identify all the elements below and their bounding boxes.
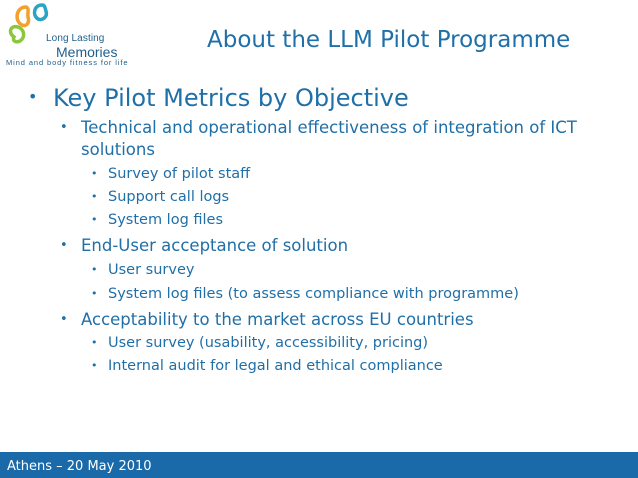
objective-label: Technical and operational effectiveness of integration of ICT solutions	[81, 118, 577, 159]
footer-bar	[0, 452, 638, 478]
bullet-icon: •	[91, 167, 98, 180]
bullet-icon: •	[91, 213, 98, 226]
objective-label: Acceptability to the market across EU countries	[81, 310, 474, 329]
bullet-icon: •	[28, 87, 38, 106]
logo-brand-line1: Long Lasting	[46, 33, 105, 44]
objective-item	[60, 309, 474, 331]
metric-item	[91, 356, 443, 376]
metric-item	[91, 284, 519, 304]
bullet-icon: •	[91, 190, 98, 203]
bullet-icon: •	[91, 263, 98, 276]
bullet-icon: •	[60, 312, 68, 327]
heading-bullet-item	[28, 84, 409, 112]
metric-item	[91, 210, 223, 230]
metric-label: User survey (usability, accessibility, pricing)	[108, 335, 429, 351]
footer-text: Athens – 20 May 2010	[7, 459, 152, 474]
logo-tagline: Mind and body fitness for life	[6, 58, 129, 67]
bullet-icon: •	[60, 238, 68, 253]
metric-label: System log files (to assess compliance with programme)	[108, 286, 519, 302]
logo-brand-line2: Memories	[56, 44, 118, 60]
bullet-icon: •	[91, 287, 98, 300]
metric-item	[91, 187, 229, 207]
metric-item	[91, 260, 194, 280]
objective-item	[60, 235, 348, 257]
metric-label: User survey	[108, 262, 195, 278]
objective-label: End-User acceptance of solution	[81, 236, 349, 255]
bullet-icon: •	[60, 120, 68, 135]
metric-item	[91, 333, 428, 353]
slide-title: About the LLM Pilot Programme	[207, 27, 571, 53]
bullet-icon: •	[91, 359, 98, 372]
slide-heading: Key Pilot Metrics by Objective	[53, 84, 409, 112]
objective-item	[60, 117, 600, 161]
metric-label: System log files	[108, 212, 224, 228]
metric-label: Survey of pilot staff	[108, 166, 251, 182]
logo	[4, 3, 134, 69]
bullet-icon: •	[91, 336, 98, 349]
metric-label: Support call logs	[108, 189, 230, 205]
metric-item	[91, 164, 250, 184]
metric-label: Internal audit for legal and ethical compliance	[108, 358, 443, 374]
